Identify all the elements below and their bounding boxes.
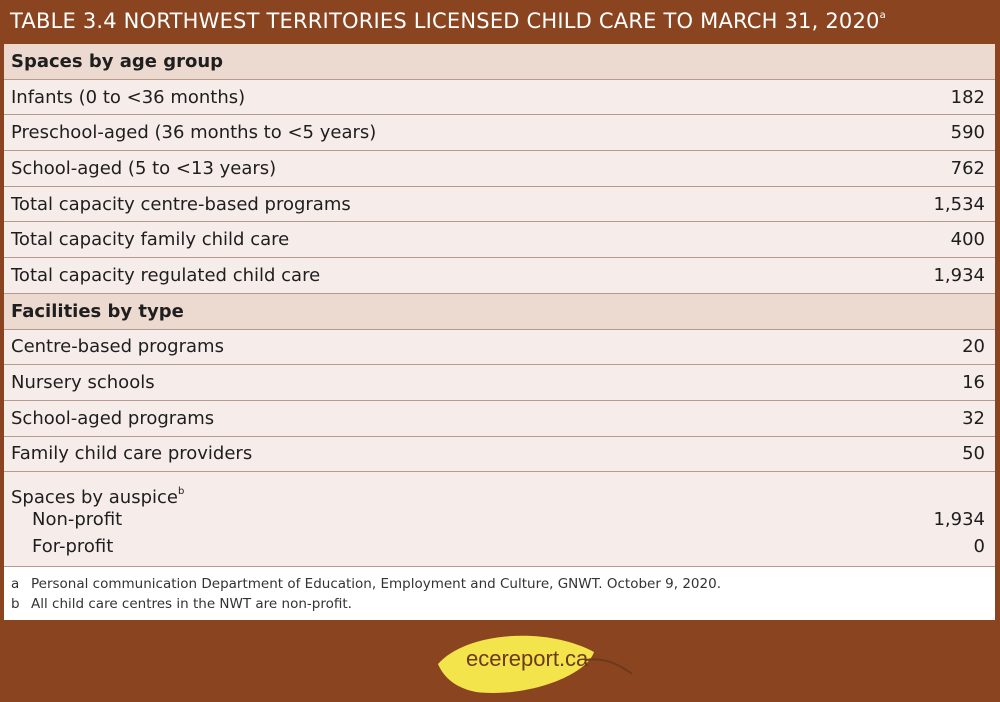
footnote-key: a [11,576,20,593]
row-label: For-profit [32,536,114,558]
row-label: Total capacity family child care [11,229,290,251]
table-row [4,401,995,437]
footnote-text: All child care centres in the NWT are non-profit. [31,596,352,613]
footnote [11,576,985,596]
auspice-group [4,472,995,567]
section-header-facilities [4,294,995,330]
row-value: 50 [962,443,985,465]
footnote-text: Personal communication Department of Education, Employment and Culture, GNWT. October 9, 2020. [31,576,721,593]
table-row [4,151,995,187]
section-heading: Facilities by type [11,300,184,322]
auspice-heading-text: Spaces by auspice [11,487,178,509]
footnote [11,596,985,616]
auspice-heading [11,478,985,509]
row-label: Non-profit [32,509,123,531]
table-row [4,115,995,151]
footnotes [4,567,995,620]
row-value: 182 [950,86,985,108]
row-value: 400 [950,229,985,251]
row-value: 20 [962,336,985,358]
row-value: 16 [962,372,985,394]
section-header-age-group [4,44,995,80]
logo-text[interactable]: ecereport.ca [466,646,589,671]
section-heading: Spaces by age group [11,50,224,72]
row-label: Infants (0 to <36 months) [11,86,246,108]
row-label: Total capacity regulated child care [11,264,321,286]
row-label: Preschool-aged (36 months to <5 years) [11,122,377,144]
table-row [4,80,995,116]
row-label: School-aged (5 to <13 years) [11,157,277,179]
footnote-key: b [11,596,20,613]
table-row [4,365,995,401]
table-row [4,330,995,366]
row-value: 1,534 [933,193,985,215]
table-title [0,0,1000,44]
row-value: 32 [962,407,985,429]
table-row [4,437,995,473]
table-row [4,258,995,294]
row-label: Family child care providers [11,443,253,465]
row-value: 590 [950,122,985,144]
auspice-row-nonprofit [11,506,985,533]
row-value: 1,934 [933,509,985,531]
row-label: School-aged programs [11,407,215,429]
table-row [4,222,995,258]
auspice-row-forprofit [11,533,985,560]
row-value: 1,934 [933,264,985,286]
title-footnote-marker: a [879,10,886,21]
row-value: 0 [973,536,985,558]
data-table [4,44,995,620]
auspice-footnote-marker: b [177,486,185,498]
row-label: Total capacity centre-based programs [11,193,351,215]
row-value: 762 [950,157,985,179]
table-title-text: TABLE 3.4 NORTHWEST TERRITORIES LICENSED CHILD CARE TO MARCH 31, 2020 [10,9,880,33]
row-label: Centre-based programs [11,336,224,358]
table-row [4,187,995,223]
row-label: Nursery schools [11,372,155,394]
